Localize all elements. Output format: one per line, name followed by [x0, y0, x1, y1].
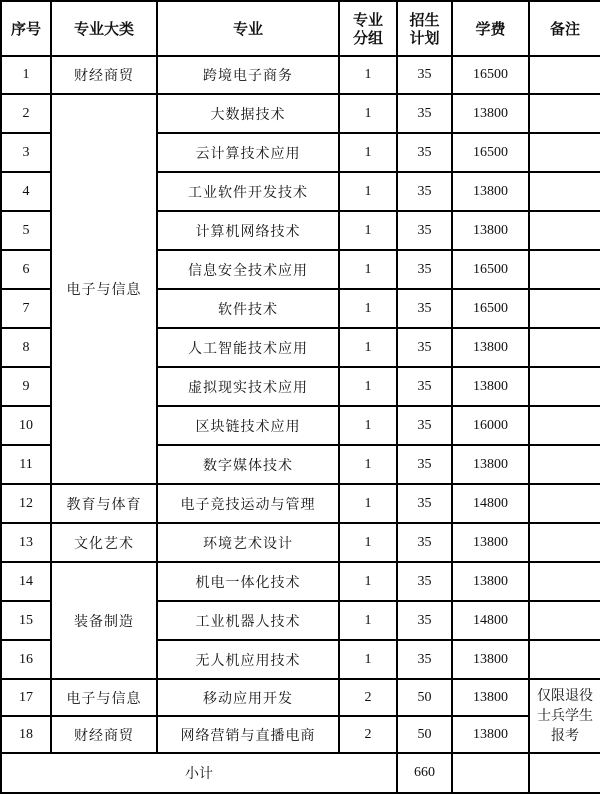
cell-fee: 14800 — [452, 601, 529, 640]
table-row — [1, 523, 600, 562]
cell-note — [529, 133, 600, 172]
header-seq: 序号 — [1, 1, 51, 56]
cell-plan: 35 — [397, 289, 452, 328]
subtotal-label: 小计 — [1, 753, 397, 793]
cell-plan: 35 — [397, 640, 452, 679]
header-fee: 学费 — [452, 1, 529, 56]
cell-plan: 35 — [397, 406, 452, 445]
cell-fee: 13800 — [452, 562, 529, 601]
cell-note — [529, 562, 600, 601]
header-plan — [397, 1, 452, 56]
cell-note — [529, 445, 600, 484]
header-row — [1, 1, 600, 56]
cell-group: 1 — [339, 367, 397, 406]
cell-seq: 1 — [1, 56, 51, 94]
cell-plan: 35 — [397, 562, 452, 601]
note-line3: 报考 — [551, 728, 579, 744]
cell-note — [529, 94, 600, 133]
cell-group: 1 — [339, 601, 397, 640]
cell-seq: 13 — [1, 523, 51, 562]
cell-seq: 6 — [1, 250, 51, 289]
cell-major: 软件技术 — [157, 289, 339, 328]
cell-seq: 11 — [1, 445, 51, 484]
subtotal-note-empty — [529, 753, 600, 793]
cell-note — [529, 328, 600, 367]
cell-seq: 3 — [1, 133, 51, 172]
cell-fee: 13800 — [452, 640, 529, 679]
table-row — [1, 94, 600, 133]
cell-plan: 35 — [397, 94, 452, 133]
cell-plan: 50 — [397, 679, 452, 716]
cell-group: 1 — [339, 172, 397, 211]
cell-fee: 13800 — [452, 328, 529, 367]
cell-major: 工业软件开发技术 — [157, 172, 339, 211]
cell-major: 工业机器人技术 — [157, 601, 339, 640]
cell-major: 大数据技术 — [157, 94, 339, 133]
cell-category: 电子与信息 — [51, 94, 157, 484]
cell-plan: 35 — [397, 328, 452, 367]
cell-major: 信息安全技术应用 — [157, 250, 339, 289]
cell-seq: 12 — [1, 484, 51, 523]
cell-group: 2 — [339, 716, 397, 753]
cell-fee: 16500 — [452, 250, 529, 289]
cell-fee: 16500 — [452, 289, 529, 328]
cell-major: 跨境电子商务 — [157, 56, 339, 94]
table-row — [1, 484, 600, 523]
cell-fee: 13800 — [452, 445, 529, 484]
cell-group: 1 — [339, 523, 397, 562]
table-row — [1, 679, 600, 716]
cell-major: 虚拟现实技术应用 — [157, 367, 339, 406]
cell-major: 云计算技术应用 — [157, 133, 339, 172]
cell-note — [529, 56, 600, 94]
cell-group: 1 — [339, 133, 397, 172]
cell-fee: 13800 — [452, 172, 529, 211]
cell-fee: 13800 — [452, 211, 529, 250]
cell-major: 数字媒体技术 — [157, 445, 339, 484]
cell-seq: 10 — [1, 406, 51, 445]
cell-seq: 16 — [1, 640, 51, 679]
cell-category: 装备制造 — [51, 562, 157, 679]
cell-note — [529, 640, 600, 679]
cell-category: 财经商贸 — [51, 56, 157, 94]
cell-group: 1 — [339, 289, 397, 328]
header-group — [339, 1, 397, 56]
cell-note — [529, 523, 600, 562]
cell-note — [529, 406, 600, 445]
cell-note — [529, 601, 600, 640]
cell-note — [529, 367, 600, 406]
cell-plan: 35 — [397, 367, 452, 406]
table-row — [1, 562, 600, 601]
cell-major: 计算机网络技术 — [157, 211, 339, 250]
cell-major: 无人机应用技术 — [157, 640, 339, 679]
cell-plan: 35 — [397, 211, 452, 250]
cell-category: 电子与信息 — [51, 679, 157, 716]
header-major: 专业 — [157, 1, 339, 56]
subtotal-row — [1, 753, 600, 793]
cell-group: 1 — [339, 406, 397, 445]
cell-group: 1 — [339, 94, 397, 133]
cell-major: 机电一体化技术 — [157, 562, 339, 601]
cell-category: 文化艺术 — [51, 523, 157, 562]
cell-major: 区块链技术应用 — [157, 406, 339, 445]
cell-note-veterans — [529, 679, 600, 753]
cell-plan: 35 — [397, 523, 452, 562]
cell-seq: 2 — [1, 94, 51, 133]
cell-group: 1 — [339, 211, 397, 250]
cell-seq: 7 — [1, 289, 51, 328]
cell-plan: 50 — [397, 716, 452, 753]
note-line2: 士兵学生 — [537, 708, 593, 724]
cell-fee: 16000 — [452, 406, 529, 445]
cell-seq: 8 — [1, 328, 51, 367]
cell-note — [529, 289, 600, 328]
cell-fee: 13800 — [452, 523, 529, 562]
cell-seq: 5 — [1, 211, 51, 250]
cell-fee: 13800 — [452, 679, 529, 716]
cell-fee: 13800 — [452, 94, 529, 133]
cell-group: 1 — [339, 562, 397, 601]
cell-group: 1 — [339, 250, 397, 289]
cell-plan: 35 — [397, 601, 452, 640]
cell-group: 1 — [339, 484, 397, 523]
cell-plan: 35 — [397, 172, 452, 211]
cell-fee: 16500 — [452, 56, 529, 94]
cell-seq: 17 — [1, 679, 51, 716]
cell-note — [529, 172, 600, 211]
cell-category: 财经商贸 — [51, 716, 157, 753]
header-plan-line2: 计划 — [409, 28, 440, 47]
cell-plan: 35 — [397, 133, 452, 172]
cell-seq: 18 — [1, 716, 51, 753]
cell-plan: 35 — [397, 484, 452, 523]
header-plan-line1: 招生 — [409, 10, 440, 29]
header-note: 备注 — [529, 1, 600, 56]
cell-fee: 13800 — [452, 367, 529, 406]
cell-seq: 9 — [1, 367, 51, 406]
cell-fee: 13800 — [452, 716, 529, 753]
cell-plan: 35 — [397, 445, 452, 484]
cell-major: 环境艺术设计 — [157, 523, 339, 562]
note-line1: 仅限退役 — [537, 688, 593, 704]
cell-group: 2 — [339, 679, 397, 716]
cell-major: 移动应用开发 — [157, 679, 339, 716]
cell-seq: 15 — [1, 601, 51, 640]
cell-fee: 16500 — [452, 133, 529, 172]
cell-major: 电子竞技运动与管理 — [157, 484, 339, 523]
cell-major: 网络营销与直播电商 — [157, 716, 339, 753]
subtotal-plan: 660 — [397, 753, 452, 793]
table-row — [1, 56, 600, 94]
cell-major: 人工智能技术应用 — [157, 328, 339, 367]
cell-note — [529, 211, 600, 250]
cell-plan: 35 — [397, 250, 452, 289]
cell-fee: 14800 — [452, 484, 529, 523]
header-category: 专业大类 — [51, 1, 157, 56]
cell-seq: 4 — [1, 172, 51, 211]
cell-seq: 14 — [1, 562, 51, 601]
header-group-line1: 专业 — [352, 10, 383, 29]
cell-plan: 35 — [397, 56, 452, 94]
cell-category: 教育与体育 — [51, 484, 157, 523]
cell-group: 1 — [339, 328, 397, 367]
table-row — [1, 716, 600, 753]
cell-group: 1 — [339, 445, 397, 484]
cell-group: 1 — [339, 640, 397, 679]
header-group-line2: 分组 — [352, 28, 383, 47]
cell-note — [529, 484, 600, 523]
subtotal-fee-empty — [452, 753, 529, 793]
cell-note — [529, 250, 600, 289]
cell-group: 1 — [339, 56, 397, 94]
